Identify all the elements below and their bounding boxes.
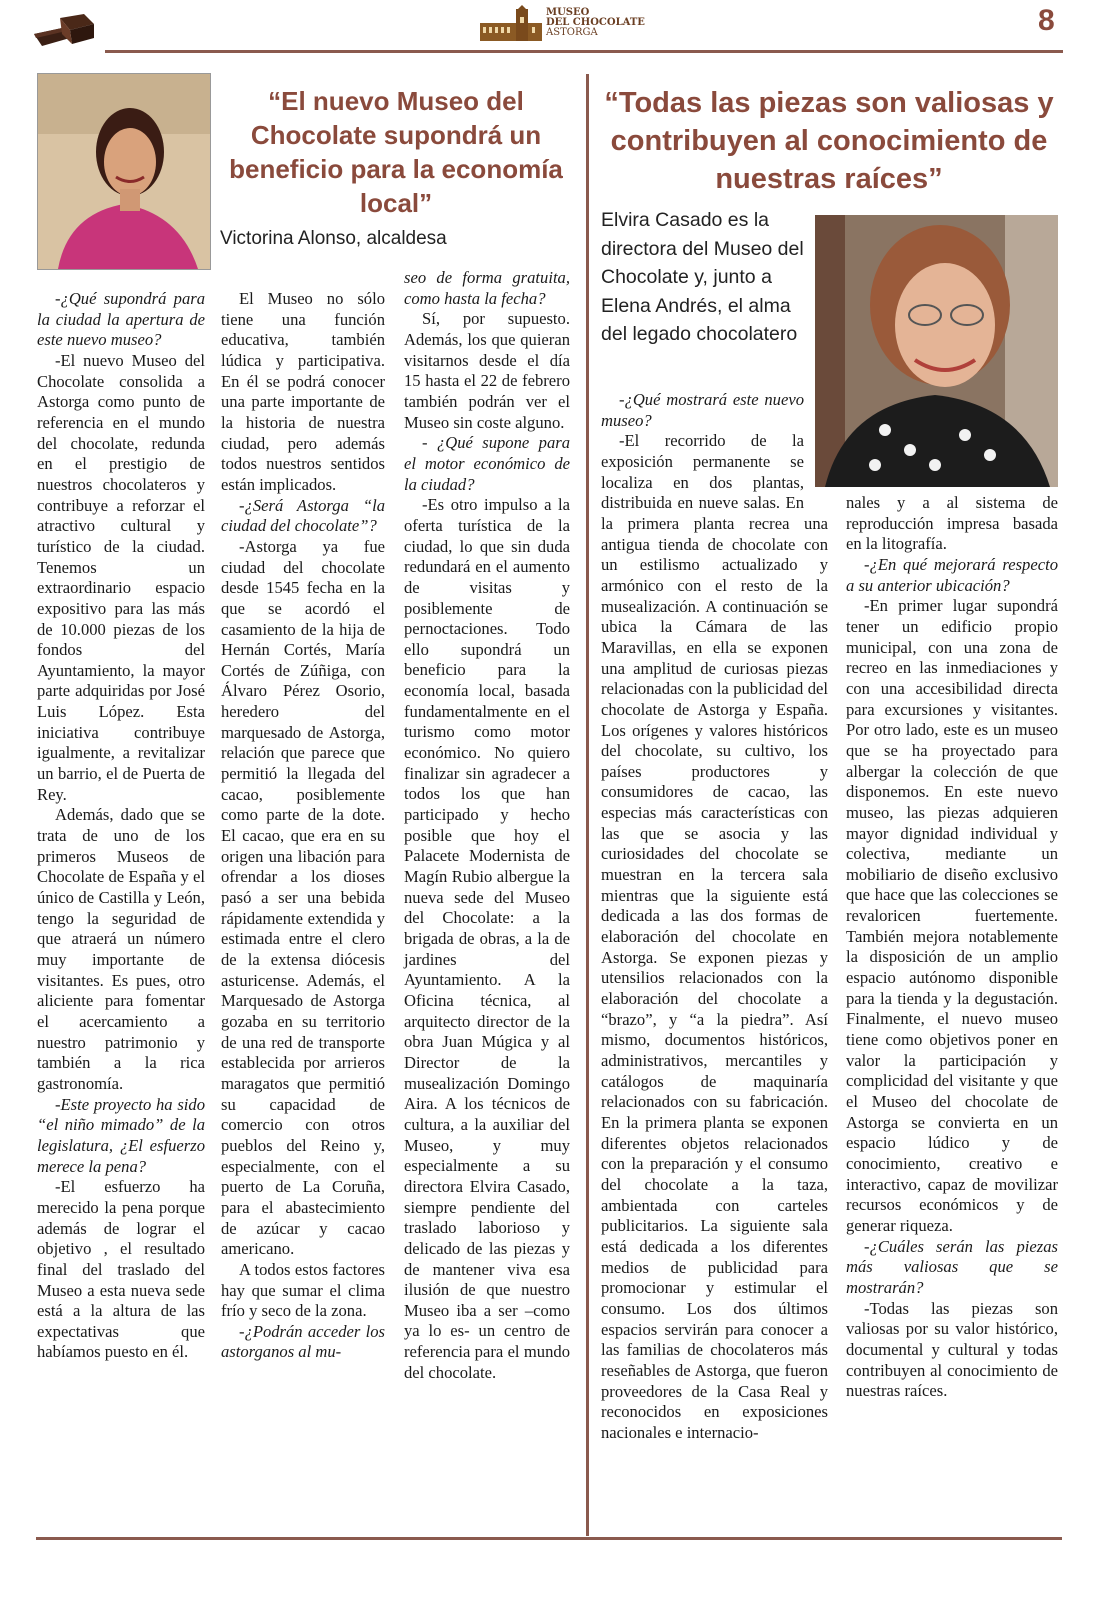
right-article-column-2	[846, 493, 1058, 1402]
footer-divider	[36, 1537, 1062, 1540]
interview-answer: A todos estos factores hay que sumar el clima frío y seco de la zona.	[221, 1259, 385, 1321]
right-article-intro: Elvira Casado es la directora del Museo del Chocolate y, junto a Elena Andrés, el alma del legado chocolatero	[601, 209, 804, 345]
interview-answer: -Astorga ya fue ciudad del chocolate desde 1545 fecha en la que se acordó el casamiento de la hija de Hernán Cortés, María Cortés de Zúñiga, con Álvaro Pérez Osorio, heredero del marquesado de Astorga, relación que parece que permitió la llegada del cacao, posiblemente como parte de la dote. El cacao, que era en su origen una libación para ofrendar a los dioses pasó a ser una bebida rápidamente extendida y estimada entre el clero de la extensa diócesis asturicense. Además, el Marquesado de Astorga gozaba en su territorio de una red de transporte establecida por arrieros maragatos que permitió su capacidad de comercio con otros pueblos del Reino y, especialmente, con el puerto de La Coruña, para el abastecimiento de azúcar y cacao americano.	[221, 536, 385, 1259]
header-divider	[105, 50, 1063, 53]
interview-question: -¿Qué supondrá para la ciudad la apertura de este nuevo museo?	[37, 289, 205, 350]
interview-answer: Sí, por supuesto. Además, los que quieran visitarnos desde el día 15 hasta el 22 de febrero también podrán ver el Museo sin coste alguno.	[404, 309, 570, 432]
logo-line-3: ASTORGA	[546, 27, 598, 38]
column-divider	[586, 74, 589, 1536]
interview-question: -¿Cuáles serán las piezas más valiosas que se mostrarán?	[846, 1236, 1058, 1297]
interview-question: -¿Qué mostrará este nuevo museo?	[601, 390, 804, 430]
director-portrait-photo	[815, 215, 1058, 487]
page-number: 8	[1038, 4, 1055, 37]
left-article-column-1	[37, 289, 205, 1363]
interview-question-continued: seo de forma gratuita, como hasta la fecha?	[404, 268, 570, 308]
interview-question: -¿Podrán acceder los astorganos al mu-	[221, 1321, 385, 1362]
interview-answer: El Museo no sólo tiene una función educativa, también lúdica y participativa. En él se podrá conocer una parte importante de la historia de nuestra ciudad, pero además todos nuestros sentidos están implicados.	[221, 289, 385, 494]
right-article-column-1	[601, 390, 828, 1443]
mayor-portrait-photo	[37, 73, 211, 270]
interview-question: -¿Será Astorga “la ciudad del chocolate”?	[221, 495, 385, 536]
logo-line-2: DEL CHOCOLATE	[546, 17, 645, 28]
left-article-column-3	[404, 268, 570, 1383]
interview-answer: Además, dado que se trata de uno de los primeros Museos de Chocolate de España y el único de Castilla y León, tengo la seguridad de que atraerá un número muy importante de visitantes. Es pues, otro aliciente para fomentar el acercamiento a nuestro patrimonio y también a la rica gastronomía.	[37, 805, 205, 1093]
left-article-byline: Victorina Alonso, alcaldesa	[220, 228, 447, 249]
museum-logo	[480, 4, 650, 42]
logo-line-1: MUSEO	[546, 7, 590, 18]
museum-building-icon	[480, 5, 542, 41]
interview-question: -¿En qué mejorará respecto a su anterior ubicación?	[846, 554, 1058, 595]
left-article-title: “El nuevo Museo del Chocolate supondrá un beneficio para la economía local”	[229, 86, 563, 218]
interview-answer: -Es otro impulso a la oferta turística de la ciudad, lo que sin duda redundará en el aumento de visitas y posiblemente de pernoctaciones. Todo ello supondrá un beneficio para la economía local, basada fundamentalmente en el turismo como motor económico. No quiero finalizar sin agradecer a todos los que han participado y hecho posible que hoy el Palacete Modernista de Magín Rubio albergue la nueva sede del Museo del Chocolate: a la brigada de obras, a la de jardines del Ayuntamiento. A la Oficina técnica, al arquitecto director de la obra Juan Múgica y al Director de la musealización Domingo Aira. A los técnicos de cultura, a la auxiliar del Museo, y muy especialmente a su directora Elvira Casado, siempre pendiente del traslado laborioso y delicado de las piezas y de mantener viva esa ilusión de que nuestro Museo iba a ser –como ya lo es- un centro de referencia para el mundo del chocolate.	[404, 495, 570, 1382]
interview-answer: -Todas las piezas son valiosas por su valor histórico, documental y cultural y todas contribuyen al conocimiento de nuestras raíces.	[846, 1298, 1058, 1401]
interview-answer: -El esfuerzo ha merecido la pena porque además de lograr el objetivo , el resultado final del traslado del Museo a esta nueva sede está a la altura de las expectativas que habíamos puesto en él.	[37, 1177, 205, 1362]
interview-answer-continued: nales y a al sistema de reproducción impresa basada en la litografía.	[846, 493, 1058, 554]
interview-answer: -El recorrido de la exposición permanente se localiza en dos plantas, distribuida en nueve salas. En la primera planta recrea una antigua tienda de chocolate con un estilismo actualizado y armónico con el resto de la musealización. A continuación se ubica la Cámara de las Maravillas, en ella se exponen una amplitud de curiosas piezas relacionadas con la publicidad del chocolate de Astorga y España. Los orígenes y valores históricos del chocolate, su cultivo, los países productores y consumidores de cacao, las especias más características con las que se asocia y las curiosidades del chocolate se muestran en la tercera sala mientras que la siguiente está dedicada a las dos formas de elaboración del chocolate en Astorga. Se exponen piezas y utensilios relacionados con la elaboración del chocolate a “brazo”, y “a la piedra”. Así mismo, documentos históricos, administrativos, mercantiles y catálogos de maquinaría relacionados con su fabricación. En la primera planta se exponen diferentes objetos relacionados con la preparación y el consumo del chocolate a la taza, ambientada con carteles publicitarios. La siguiente sala está dedicada a los diferentes medios de publicidad para promocionar y estimular el consumo. Los dos últimos espacios servirán para conocer a las familias de chocolateros más reseñables de Astorga, que fueron proveedores de la Casa Real y reconocidos en exposiciones nacionales e internacio-	[601, 431, 828, 1442]
chocolate-pieces-image	[32, 8, 98, 48]
left-article-column-2	[221, 289, 385, 1363]
right-article-title: “Todas las piezas son valiosas y contribuyen al conocimiento de nuestras raíces”	[604, 87, 1054, 195]
interview-question: -Este proyecto ha sido “el niño mimado” de la legislatura, ¿El esfuerzo merece la pena?	[37, 1094, 205, 1176]
interview-answer: -El nuevo Museo del Chocolate consolida a Astorga como punto de referencia en el mundo del chocolate, redunda en el prestigio de nuestros chocolateros y contribuye a reforzar el atractivo cultural y turístico de la ciudad. Tenemos un extraordinario espacio expositivo para las más de 10.000 piezas de los fondos del Ayuntamiento, la mayor parte adquiridas por José Luis López. Esta iniciativa contribuye igualmente, a revitalizar un barrio, el de Puerta de Rey.	[37, 350, 205, 804]
interview-answer: -En primer lugar supondrá tener un edificio propio municipal, con una zona de recreo en las inmediaciones y con una accesibilidad directa para excursiones y visitantes. Por otro lado, este es un museo que se ha proyectado para albergar la colección de que disponemos. En este nuevo museo, las piezas adquieren mayor dignidad individual y colectiva, mediante un mobiliario de diseño exclusivo que hace que las colecciones se revaloricen fuertemente. También mejora notablemente la disposición de un amplio espacio autónomo disponible para la tienda y la degustación. Finalmente, el nuevo museo tiene como objetivos poner en valor la participación y complicidad del visitante y que el Museo del chocolate de Astorga se convierta en un espacio lúdico y de conocimiento, creativo e interactivo, capaz de movilizar recursos económicos y de generar riqueza.	[846, 596, 1058, 1235]
interview-question: - ¿Qué supone para el motor económico de la ciudad?	[404, 433, 570, 494]
